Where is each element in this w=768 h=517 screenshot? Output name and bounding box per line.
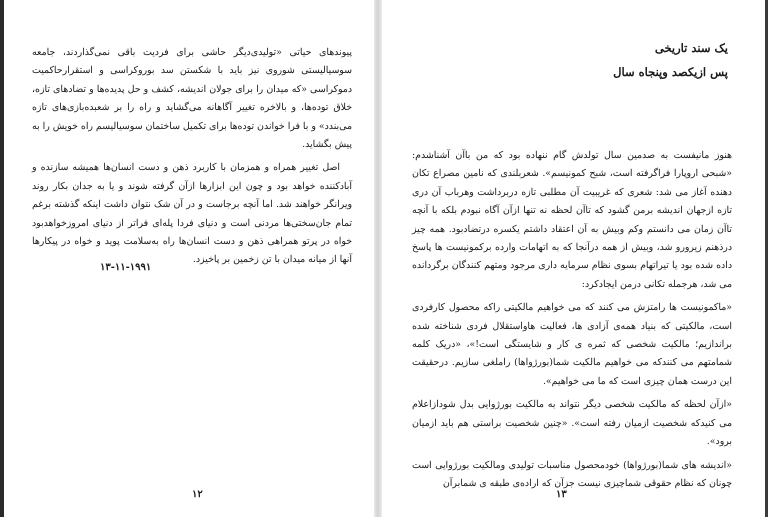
right-page [402,0,742,517]
left-page [22,0,362,517]
right-paragraph-3: «ازآن لحظه که مالکیت شخصی دیگر نتواند به مالکیت بورژوایی بدل شودازاعلام می کنیدکه شخصیت ازمیان رفته است». «چنین شخصیت براستی هم باید ازمیان برود». [412,399,732,448]
date-stamp: ۱۳-۱۱-۱۹۹۱ [100,262,152,273]
left-page-body [32,44,352,275]
right-page-body [412,147,732,498]
chapter-subtitle: پس ازیکصد وپنجاه سال [613,65,728,79]
chapter-heading [613,36,728,84]
page-number-right: ۱۳ [556,489,567,500]
chapter-title: یک سند تاریخی [654,41,728,55]
right-paragraph-1: هنوز مانیفست به صدمین سال تولدش گام ننهاده بود که من باآن آشناشدم: «شبحی اروپارا فراگرفته است، شبح کمونیسم». شعربلندی که نامین مصراع تکان دهنده آغاز می شد: شعری که غریبیت آن مطلبی تازه دربرداشت وهرباب آن دری تازه ازجهان اندیشه برمن گشود که تاآن لحظه نه تنها ازآن آگاه نبودم بلکه با آنچه تاآن زمان می دانستم وکم وبیش به آن اعتقاد داشتم یکسره درتضادبود. همه چیز درذهنم زیرورو شد، وبیش از همه درآنجا که به اتهامات وارده برکمونیست ها پاسخ داده شده بود یا تیراتهام بسوی نظام سرمایه داری مرجود ومتهم کنندگان برگردانده می شد، هرجمله تکانی درمن ایجادکرد: [412,150,732,290]
left-paragraph-2: اصل تغییر همراه و همزمان با کاربرد ذهن و دست انسان‌ها همیشه سازنده و آبادکننده خواهد بود و چون این ابزارها ازآن گرفته شوند و یا به جدان بکار روند ویرانگر خواهند شد. اما آنچه برجاست و در آن شک نتوان داشت اینکه گذشته برغم تمام جان‌سختی‌ها مردنی است و دنیای فردا پله‌ای فراتر از دنیای امروزخواهدبود خواه در پرتو همراهی ذهن و دست انسان‌ها راه به‌سلامت پوید و خواه در پیکارها آنها از میانه میدان با تن زخمین بر پاخیزد. [32,162,352,266]
right-paragraph-2: «ماکمونیست ها رامتزش می کنند که می خواهیم مالکیتی راکه محصول کارفردی است، مالکیتی که بنیاد همه‌ی آزادی ها، فعالیت هاواستقلال فردی شناخته شده براندازیم؛ مالکیت شخصی که ثمره ی کار و شایستگی است!»، «دریک کلمه شمامتهم می کنندکه می خواهیم مالکیت شما(بورژواها) راملغی سازیم. درحقیقت این درست همان چیزی است که ما می خواهیم». [412,302,732,387]
scan-edge-left [0,0,4,517]
page-number-left: ۱۲ [192,489,203,500]
book-gutter [374,0,382,517]
left-paragraph-1: پیوندهای حیاتی «تولیدی‌دیگر حاشی برای فردیت باقی نمی‌گذاردند، جامعه سوسیالیستی شوروی نیز باید با شکستن سد بوروکراسی و استقرارحاکمیت دموکراسی «که میدان را برای جولان اندیشه، کشف و حل پدیده‌ها و تضادهای تازه، خلاق توده‌ها، و بالاخره تغییر آگاهانه می‌گشاید و راه را بر شعبده‌بازی‌های تازه می‌بندد» و با فرا خواندن توده‌ها برای تکمیل ساختمان سوسیالیسم راه خویش را به پیش بگشاید. [32,47,352,151]
right-paragraph-4: «اندیشه های شما(بورژواها) خودمحصول مناسبات تولیدی ومالکیت بورژوایی است چونان که نظام حقوقی شماچیزی نیست جزآن که اراده‌ی طبقه ی شمابرآن [412,459,732,489]
